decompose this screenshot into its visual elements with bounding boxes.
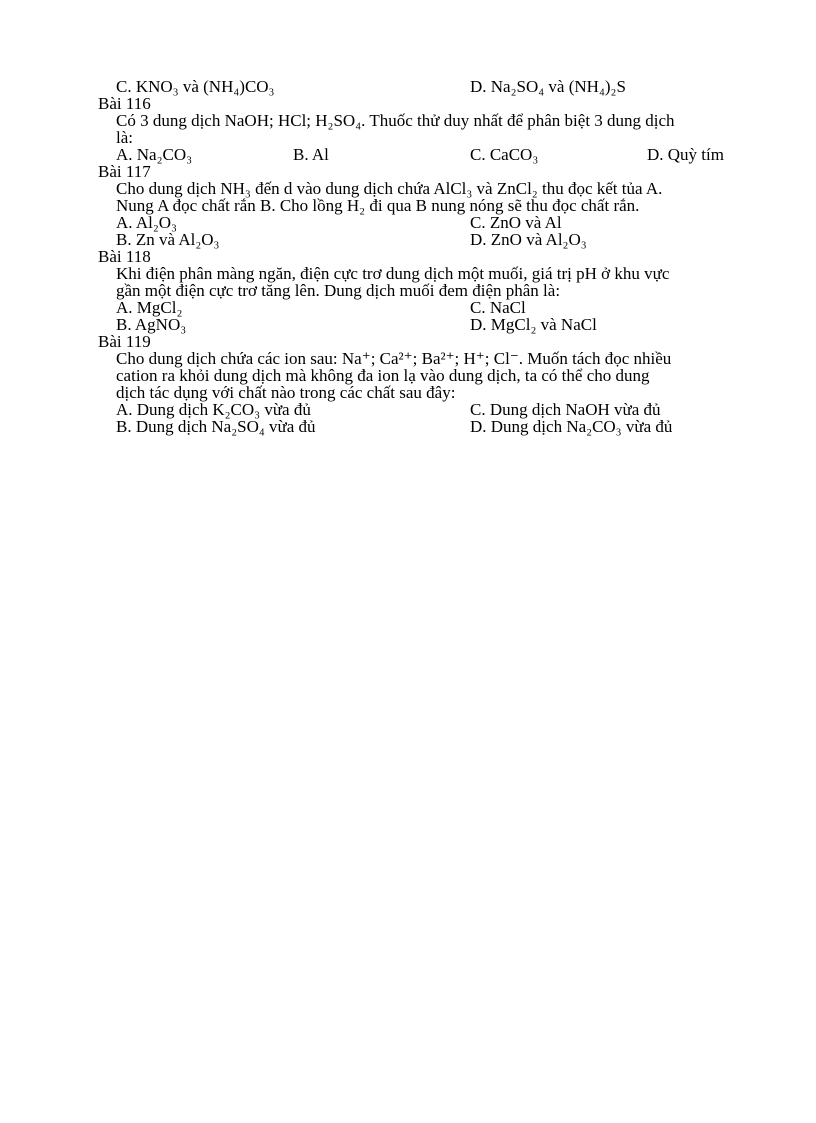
question-title: Bài 118	[98, 247, 151, 266]
question-title: Bài 117	[98, 162, 151, 181]
option-a: A. Na₂CO₃	[116, 145, 193, 164]
option-a: A. Al₂O₃	[116, 213, 177, 232]
options-row	[0, 214, 816, 231]
question-stem: dịch tác dụng với chất nào trong các chất sau đây:	[116, 383, 456, 402]
document-page	[0, 78, 816, 435]
option-d: D. ZnO và Al₂O₃	[470, 230, 587, 249]
option-c: C. NaCl	[470, 298, 526, 317]
options-row	[0, 401, 816, 418]
options-row	[0, 146, 816, 163]
option-d: D. Na₂SO₄ và (NH₄)₂S	[470, 77, 626, 96]
option-b: B. Zn và Al₂O₃	[116, 230, 220, 249]
option-b: B. AgNO₃	[116, 315, 187, 334]
option-b: B. Dung dịch Na₂SO₄ vừa đủ	[116, 417, 316, 436]
question-stem: Cho dung dịch NH₃ đến d vào dung dịch chứa AlCl₃ và ZnCl₂ thu đọc kết tủa A.	[116, 179, 663, 198]
option-d: D. Dung dịch Na₂CO₃ vừa đủ	[470, 417, 673, 436]
option-d: D. Quỳ tím	[647, 145, 724, 164]
option-a: A. MgCl₂	[116, 298, 183, 317]
question-stem: gần một điện cực trơ tăng lên. Dung dịch muối đem điện phân là:	[116, 281, 561, 300]
option-c: C. Dung dịch NaOH vừa đủ	[470, 400, 661, 419]
option-c: C. KNO₃ và (NH₄)CO₃	[116, 77, 275, 96]
question-stem: là:	[116, 128, 133, 147]
question-stem: Có 3 dung dịch NaOH; HCl; H₂SO₄. Thuốc thử duy nhất để phân biệt 3 dung dịch	[116, 111, 675, 130]
options-row	[0, 316, 816, 333]
options-row	[0, 299, 816, 316]
option-c: C. ZnO và Al	[470, 213, 562, 232]
question-stem: cation ra khỏi dung dịch mà không đa ion lạ vào dung dịch, ta có thể cho dung	[116, 366, 650, 385]
option-d: D. MgCl₂ và NaCl	[470, 315, 597, 334]
option-b: B. Al	[293, 145, 329, 164]
question-title: Bài 116	[98, 94, 151, 113]
options-row	[0, 418, 816, 435]
options-row	[0, 231, 816, 248]
question-stem: Nung A đọc chất rắn B. Cho lồng H₂ đi qua B nung nóng sẽ thu đọc chất rắn.	[116, 196, 640, 215]
option-a: A. Dung dịch K₂CO₃ vừa đủ	[116, 400, 311, 419]
question-title: Bài 119	[98, 332, 151, 351]
prev-options-row	[0, 78, 816, 95]
question-stem: Cho dung dịch chứa các ion sau: Na⁺; Ca²⁺; Ba²⁺; H⁺; Cl⁻. Muốn tách đọc nhiều	[116, 349, 672, 368]
question-stem: Khi điện phân màng ngăn, điện cực trơ dung dịch một muối, giá trị pH ở khu vực	[116, 264, 670, 283]
option-c: C. CaCO₃	[470, 145, 539, 164]
